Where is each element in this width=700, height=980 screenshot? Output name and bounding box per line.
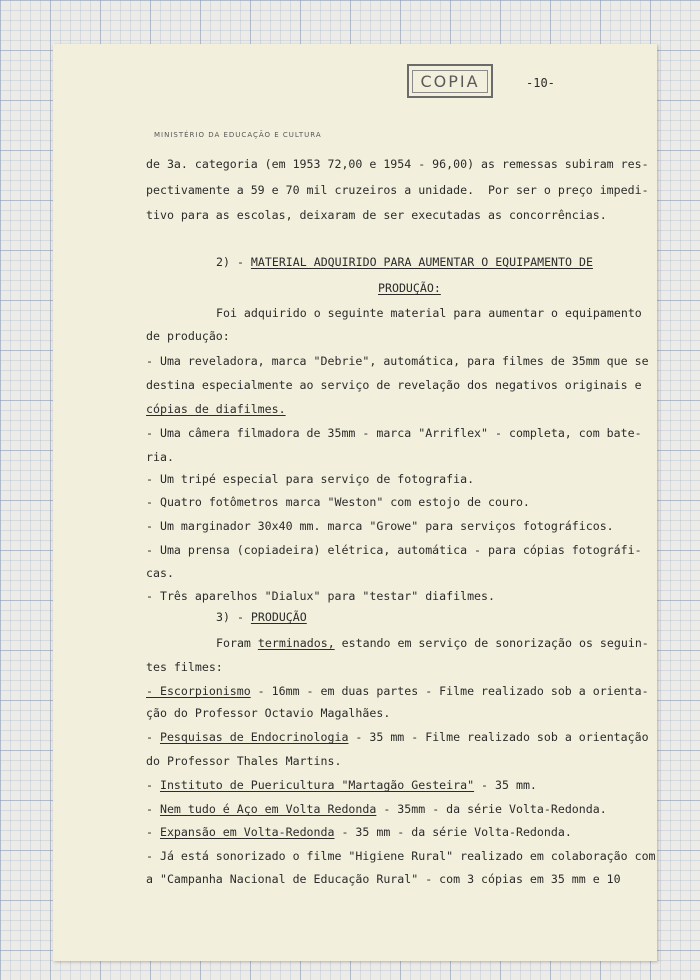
- section-title: MATERIAL ADQUIRIDO PARA AUMENTAR O EQUIPAMENTO DE: [250, 255, 593, 269]
- ministry-letterhead: MINISTÉRIO DA EDUCAÇÃO E CULTURA: [154, 131, 322, 139]
- note-line: a "Campanha Nacional de Educação Rural" - com 3 cópias em 35 mm e 10: [146, 872, 621, 886]
- note-line: - Já está sonorizado o filme "Higiene Rural" realizado em colaboração com: [146, 849, 656, 863]
- list-item: - Um tripé especial para serviço de fotografia.: [146, 472, 475, 486]
- section-number: 2) -: [216, 255, 251, 269]
- film-title: - Escorpionismo: [146, 684, 251, 698]
- list-item: - Quatro fotômetros marca "Weston" com estojo de couro.: [146, 495, 530, 509]
- copia-stamp: [407, 64, 493, 98]
- list-item-continued: ria.: [146, 450, 174, 464]
- page-number: -10-: [526, 76, 555, 90]
- section-heading: [216, 255, 593, 269]
- section-title: PRODUÇÃO:: [378, 281, 441, 295]
- list-item: - Uma câmera filmadora de 35mm - marca "Arriflex" - completa, com bate-: [146, 426, 642, 440]
- film-title: Expansão em Volta-Redonda: [159, 825, 335, 839]
- paragraph-line: de produção:: [146, 329, 230, 343]
- film-title: Instituto de Puericultura "Martagão Gesteira": [159, 778, 475, 792]
- section-number: 3) -: [216, 610, 251, 624]
- list-item-continued: destina especialmente ao serviço de revelação dos negativos originais e: [146, 378, 642, 392]
- film-item-continued: ção do Professor Octavio Magalhães.: [146, 706, 391, 720]
- paragraph-line: Foram terminados, estando em serviço de sonorização os seguin-: [216, 636, 649, 650]
- film-item: - Pesquisas de Endocrinologia - 35 mm - Filme realizado sob a orientação: [146, 730, 649, 744]
- list-item: - Um marginador 30x40 mm. marca "Growe" para serviços fotográficos.: [146, 519, 614, 533]
- list-item: - Uma reveladora, marca "Debrie", automática, para filmes de 35mm que se: [146, 354, 649, 368]
- section-heading-continued: [378, 281, 441, 295]
- stamp-label: COPIA: [412, 70, 487, 93]
- film-item: - Instituto de Puericultura "Martagão Gesteira" - 35 mm.: [146, 778, 537, 792]
- section-title: PRODUÇÃO: [250, 610, 307, 624]
- paragraph-line: tivo para as escolas, deixaram de ser executadas as concorrências.: [146, 208, 607, 222]
- film-title: Pesquisas de Endocrinologia: [159, 730, 349, 744]
- paragraph-line: de 3a. categoria (em 1953 72,00 e 1954 - 96,00) as remessas subiram res-: [146, 157, 649, 171]
- film-item: - Nem tudo é Aço em Volta Redonda - 35mm - da série Volta-Redonda.: [146, 802, 607, 816]
- paragraph-line: tes filmes:: [146, 660, 223, 674]
- film-item: - Escorpionismo - 16mm - em duas partes - Filme realizado sob a orienta-: [146, 684, 649, 698]
- film-item-continued: do Professor Thales Martins.: [146, 754, 342, 768]
- film-title: Nem tudo é Aço em Volta Redonda: [159, 802, 377, 816]
- paragraph-line: Foi adquirido o seguinte material para aumentar o equipamento: [216, 306, 642, 320]
- list-item: - Uma prensa (copiadeira) elétrica, automática - para cópias fotográfi-: [146, 543, 642, 557]
- list-item: - Três aparelhos "Dialux" para "testar" diafilmes.: [146, 589, 496, 603]
- paragraph-line: pectivamente a 59 e 70 mil cruzeiros a unidade. Por ser o preço impedi-: [146, 183, 649, 197]
- section-heading: [216, 610, 307, 624]
- film-item: - Expansão em Volta-Redonda - 35 mm - da série Volta-Redonda.: [146, 825, 572, 839]
- list-item-continued: cas.: [146, 566, 174, 580]
- list-item-continued: cópias de diafilmes.: [146, 402, 286, 416]
